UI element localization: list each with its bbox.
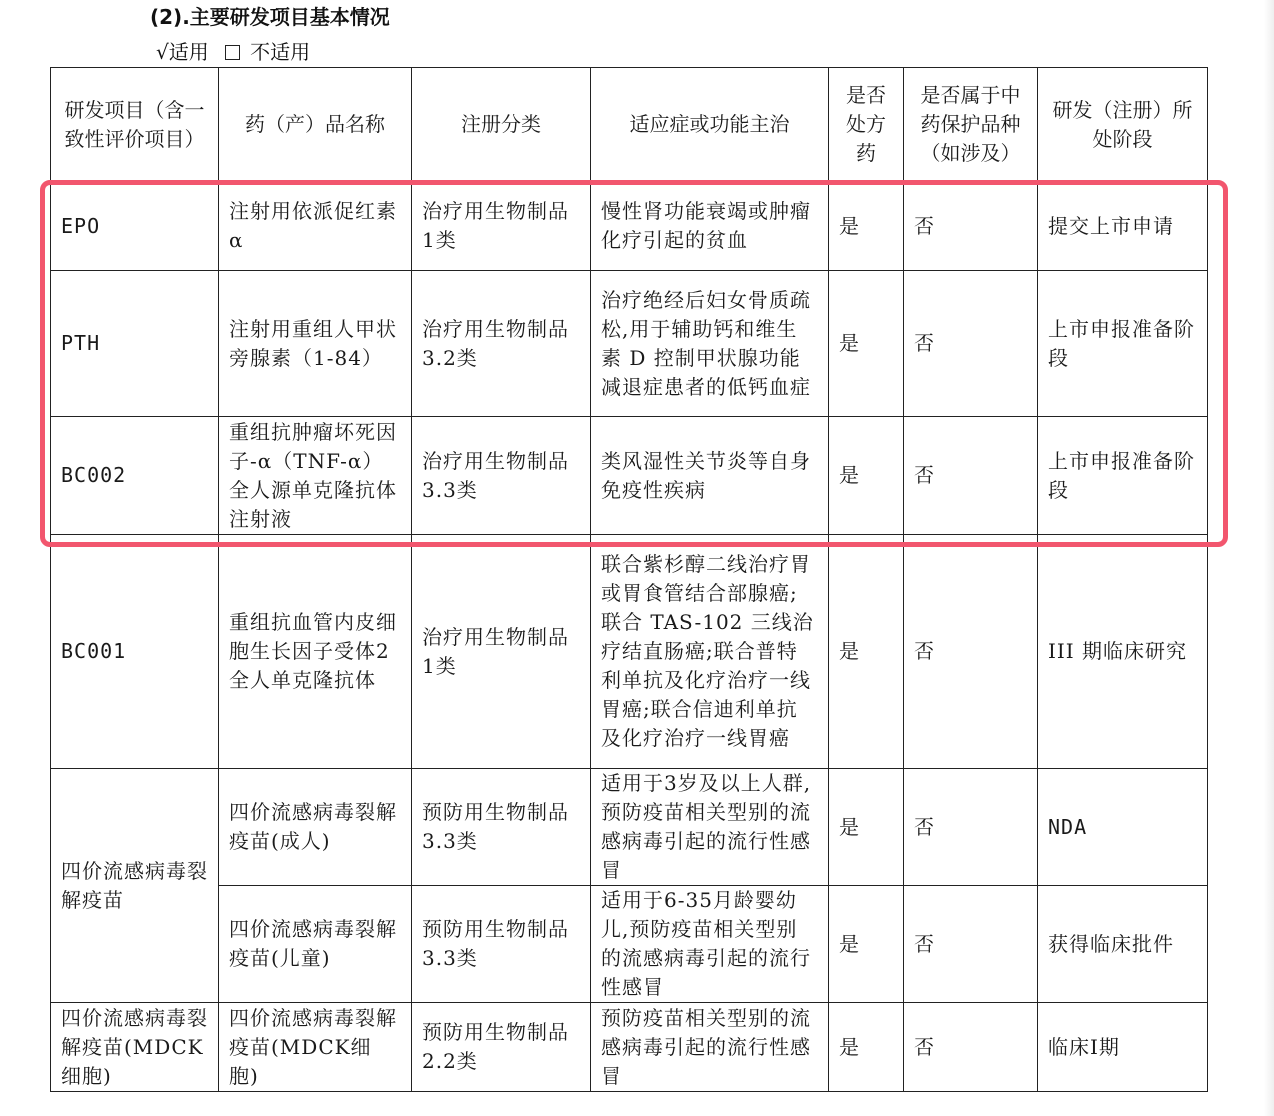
table-row [51, 1003, 1208, 1092]
header-tcm-protection: 是否属于中药保护品种（如涉及） [904, 68, 1038, 182]
table-row [51, 535, 1208, 769]
stage-cell: 临床Ⅰ期 [1038, 1003, 1208, 1092]
applicable-checked-label: √适用 [156, 40, 209, 64]
product-cell: 四价流感病毒裂解疫苗(儿童) [219, 886, 412, 1003]
category-cell: 治疗用生物制品3.3类 [412, 417, 591, 535]
rx-cell: 是 [829, 271, 904, 417]
category-cell: 预防用生物制品3.3类 [412, 769, 591, 886]
header-registration-category: 注册分类 [412, 68, 591, 182]
stage-cell: 上市申报准备阶段 [1038, 417, 1208, 535]
project-cell: BC001 [51, 535, 219, 769]
product-cell: 四价流感病毒裂解疫苗(成人) [219, 769, 412, 886]
not-applicable-option [225, 40, 320, 64]
header-prescription: 是否处方药 [829, 68, 904, 182]
project-cell: 四价流感病毒裂解疫苗 [51, 769, 219, 1003]
section-title: (2).主要研发项目基本情况 [150, 5, 390, 29]
indication-cell: 适用于6-35月龄婴幼儿,预防疫苗相关型别的流感病毒引起的流行性感冒 [591, 886, 829, 1003]
rx-cell: 是 [829, 1003, 904, 1092]
tcm-cell: 否 [904, 535, 1038, 769]
tcm-cell: 否 [904, 886, 1038, 1003]
header-stage: 研发（注册）所处阶段 [1038, 68, 1208, 182]
table-row [51, 182, 1208, 271]
indication-cell: 慢性肾功能衰竭或肿瘤化疗引起的贫血 [591, 182, 829, 271]
project-cell: 四价流感病毒裂解疫苗(MDCK细胞) [51, 1003, 219, 1092]
category-cell: 治疗用生物制品1类 [412, 535, 591, 769]
product-cell: 重组抗肿瘤坏死因子-α（TNF-α）全人源单克隆抗体注射液 [219, 417, 412, 535]
product-cell: 重组抗血管内皮细胞生长因子受体2全人单克隆抗体 [219, 535, 412, 769]
indication-cell: 联合紫杉醇二线治疗胃或胃食管结合部腺癌;联合 TAS-102 三线治疗结直肠癌;联合普特利单抗及化疗治疗一线胃癌;联合信迪利单抗及化疗治疗一线胃癌 [591, 535, 829, 769]
category-cell: 预防用生物制品2.2类 [412, 1003, 591, 1092]
tcm-cell: 否 [904, 271, 1038, 417]
table-row [51, 886, 1208, 1003]
stage-cell: 上市申报准备阶段 [1038, 271, 1208, 417]
table-row [51, 417, 1208, 535]
stage-cell: NDA [1038, 769, 1208, 886]
stage-cell: III 期临床研究 [1038, 535, 1208, 769]
tcm-cell: 否 [904, 769, 1038, 886]
product-cell: 注射用重组人甲状旁腺素（1-84） [219, 271, 412, 417]
stage-cell: 提交上市申请 [1038, 182, 1208, 271]
rd-projects-table [50, 67, 1208, 1092]
category-cell: 预防用生物制品3.3类 [412, 886, 591, 1003]
indication-cell: 类风湿性关节炎等自身免疫性疾病 [591, 417, 829, 535]
rx-cell: 是 [829, 886, 904, 1003]
header-project: 研发项目（含一致性评价项目） [51, 68, 219, 182]
empty-checkbox-icon [225, 45, 240, 60]
rx-cell: 是 [829, 769, 904, 886]
tcm-cell: 否 [904, 1003, 1038, 1092]
not-applicable-label: 不适用 [250, 40, 311, 64]
stage-cell: 获得临床批件 [1038, 886, 1208, 1003]
category-cell: 治疗用生物制品3.2类 [412, 271, 591, 417]
rx-cell: 是 [829, 417, 904, 535]
table-row [51, 271, 1208, 417]
rx-cell: 是 [829, 182, 904, 271]
project-cell: EPO [51, 182, 219, 271]
indication-cell: 治疗绝经后妇女骨质疏松,用于辅助钙和维生素 D 控制甲状腺功能减退症患者的低钙血症 [591, 271, 829, 417]
header-product-name: 药（产）品名称 [219, 68, 412, 182]
header-indication: 适应症或功能主治 [591, 68, 829, 182]
table-row [51, 769, 1208, 886]
project-cell: BC002 [51, 417, 219, 535]
tcm-cell: 否 [904, 417, 1038, 535]
tcm-cell: 否 [904, 182, 1038, 271]
product-cell: 四价流感病毒裂解疫苗(MDCK细胞) [219, 1003, 412, 1092]
applicability-options [156, 38, 330, 66]
table-header-row [51, 68, 1208, 182]
rx-cell: 是 [829, 535, 904, 769]
category-cell: 治疗用生物制品1类 [412, 182, 591, 271]
page-edge-shadow [1264, 0, 1274, 1116]
project-cell: PTH [51, 271, 219, 417]
product-cell: 注射用依派促红素α [219, 182, 412, 271]
indication-cell: 预防疫苗相关型别的流感病毒引起的流行性感冒 [591, 1003, 829, 1092]
indication-cell: 适用于3岁及以上人群,预防疫苗相关型别的流感病毒引起的流行性感冒 [591, 769, 829, 886]
